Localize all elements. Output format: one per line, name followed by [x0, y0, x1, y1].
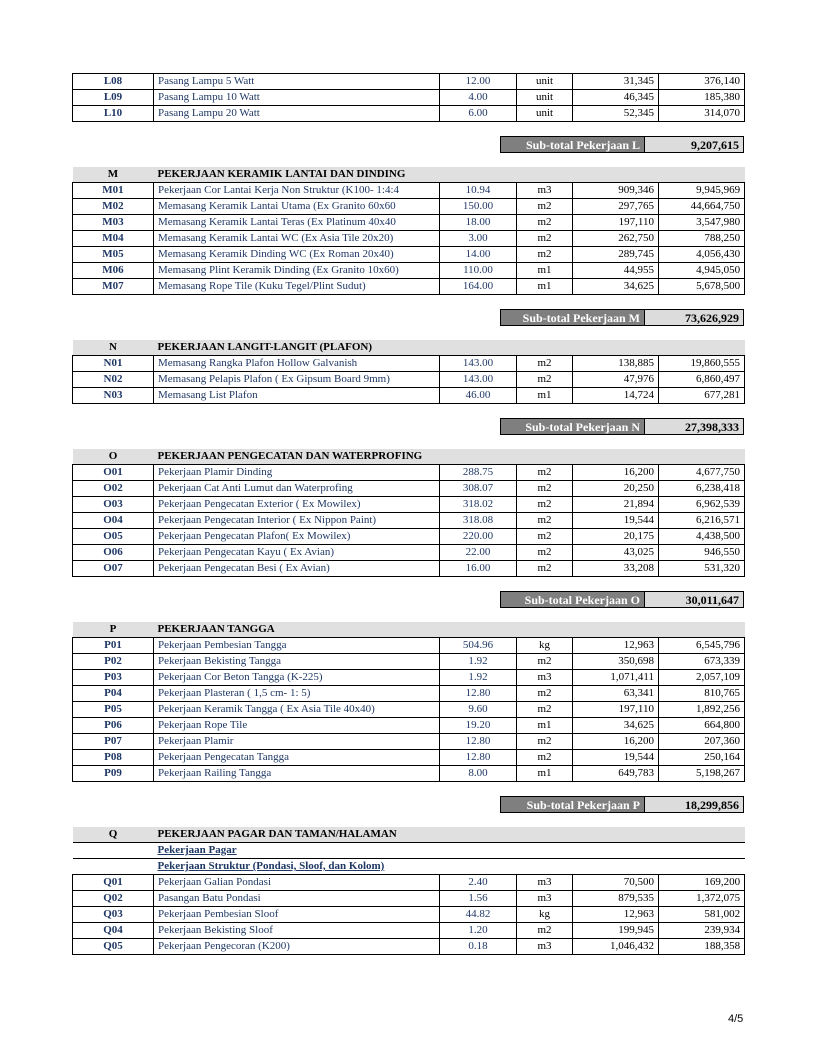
section-header: [73, 827, 745, 843]
table-row: [73, 939, 745, 955]
item-total-price: 5,678,500: [659, 279, 745, 295]
item-code: P08: [73, 750, 154, 766]
item-description: Pekerjaan Cor Beton Tangga (K-225): [154, 670, 440, 686]
item-unit: m1: [517, 388, 573, 404]
item-description: Pekerjaan Plamir: [154, 734, 440, 750]
item-description: Memasang Rope Tile (Kuku Tegel/Plint Sudut): [154, 279, 440, 295]
item-volume: 12.80: [440, 750, 517, 766]
item-description: Memasang List Plafon: [154, 388, 440, 404]
item-description: Pekerjaan Bekisting Tangga: [154, 654, 440, 670]
table-row: [73, 106, 745, 122]
item-volume: 3.00: [440, 231, 517, 247]
item-unit-price: 138,885: [573, 356, 659, 372]
table-row: [73, 497, 745, 513]
item-description: Pekerjaan Railing Tangga: [154, 766, 440, 782]
item-description: Memasang Keramik Lantai WC (Ex Asia Tile 20x20): [154, 231, 440, 247]
item-unit: m3: [517, 183, 573, 199]
item-description: Memasang Pelapis Plafon ( Ex Gipsum Board 9mm): [154, 372, 440, 388]
table-row: [73, 279, 745, 295]
table-row: [73, 907, 745, 923]
item-total-price: 788,250: [659, 231, 745, 247]
subtotal-row: [72, 591, 744, 608]
item-unit: m2: [517, 529, 573, 545]
subtotal-label: Sub-total Pekerjaan P: [500, 796, 644, 813]
item-total-price: 1,372,075: [659, 891, 745, 907]
table-row: [73, 481, 745, 497]
item-total-price: 581,002: [659, 907, 745, 923]
item-unit-price: 350,698: [573, 654, 659, 670]
item-unit: kg: [517, 638, 573, 654]
item-unit: unit: [517, 74, 573, 90]
subtotal-row: [72, 796, 744, 813]
item-volume: 8.00: [440, 766, 517, 782]
item-total-price: 6,545,796: [659, 638, 745, 654]
item-volume: 308.07: [440, 481, 517, 497]
item-unit: m2: [517, 702, 573, 718]
subtotal-value: 30,011,647: [644, 591, 744, 608]
item-volume: 0.18: [440, 939, 517, 955]
item-total-price: 1,892,256: [659, 702, 745, 718]
item-total-price: 5,198,267: [659, 766, 745, 782]
item-unit-price: 297,765: [573, 199, 659, 215]
section-code: P: [73, 622, 154, 638]
item-volume: 143.00: [440, 356, 517, 372]
work-items-table: [72, 449, 745, 577]
item-unit-price: 47,976: [573, 372, 659, 388]
subtotal-label: Sub-total Pekerjaan M: [500, 309, 644, 326]
item-volume: 46.00: [440, 388, 517, 404]
item-unit-price: 199,945: [573, 923, 659, 939]
item-description: Pekerjaan Pengecatan Besi ( Ex Avian): [154, 561, 440, 577]
subsection-code-blank: [73, 859, 154, 875]
item-description: Pekerjaan Cor Lantai Kerja Non Struktur (K100- 1:4:4: [154, 183, 440, 199]
section-header: [73, 340, 745, 356]
item-unit-price: 649,783: [573, 766, 659, 782]
item-code: O04: [73, 513, 154, 529]
subtotal-label: Sub-total Pekerjaan N: [500, 418, 644, 435]
item-description: Pasangan Batu Pondasi: [154, 891, 440, 907]
item-code: L10: [73, 106, 154, 122]
item-unit-price: 70,500: [573, 875, 659, 891]
table-row: [73, 686, 745, 702]
work-items-table: [72, 340, 745, 404]
item-code: M02: [73, 199, 154, 215]
item-unit: m2: [517, 561, 573, 577]
item-volume: 150.00: [440, 199, 517, 215]
item-total-price: 19,860,555: [659, 356, 745, 372]
item-description: Pekerjaan Bekisting Sloof: [154, 923, 440, 939]
item-total-price: 3,547,980: [659, 215, 745, 231]
item-code: P07: [73, 734, 154, 750]
item-unit: m2: [517, 199, 573, 215]
item-unit: m1: [517, 766, 573, 782]
item-unit-price: 197,110: [573, 215, 659, 231]
item-code: Q03: [73, 907, 154, 923]
item-total-price: 188,358: [659, 939, 745, 955]
item-total-price: 6,860,497: [659, 372, 745, 388]
item-description: Pekerjaan Pengecatan Interior ( Ex Nippon Paint): [154, 513, 440, 529]
item-code: N01: [73, 356, 154, 372]
subtotal-row: [72, 136, 744, 153]
item-total-price: 677,281: [659, 388, 745, 404]
section-header: [73, 449, 745, 465]
item-unit: m2: [517, 545, 573, 561]
item-unit: m2: [517, 231, 573, 247]
item-code: N02: [73, 372, 154, 388]
table-row: [73, 750, 745, 766]
item-volume: 164.00: [440, 279, 517, 295]
item-total-price: 531,320: [659, 561, 745, 577]
item-unit: m2: [517, 923, 573, 939]
item-unit-price: 34,625: [573, 279, 659, 295]
item-description: Memasang Plint Keramik Dinding (Ex Granito 10x60): [154, 263, 440, 279]
item-total-price: 250,164: [659, 750, 745, 766]
table-row: [73, 388, 745, 404]
section-code: M: [73, 167, 154, 183]
item-volume: 12.80: [440, 686, 517, 702]
item-volume: 18.00: [440, 215, 517, 231]
table-row: [73, 183, 745, 199]
item-unit-price: 1,071,411: [573, 670, 659, 686]
item-total-price: 673,339: [659, 654, 745, 670]
table-row: [73, 734, 745, 750]
table-row: [73, 638, 745, 654]
item-total-price: 6,238,418: [659, 481, 745, 497]
item-volume: 1.20: [440, 923, 517, 939]
table-row: [73, 263, 745, 279]
item-volume: 143.00: [440, 372, 517, 388]
section-title: PEKERJAAN PAGAR DAN TAMAN/HALAMAN: [154, 827, 745, 843]
item-volume: 318.08: [440, 513, 517, 529]
item-volume: 14.00: [440, 247, 517, 263]
item-total-price: 169,200: [659, 875, 745, 891]
item-unit: m2: [517, 513, 573, 529]
item-unit: m2: [517, 372, 573, 388]
page-number: 4/5: [728, 1013, 744, 1025]
item-unit-price: 63,341: [573, 686, 659, 702]
item-code: P04: [73, 686, 154, 702]
work-items-table: [72, 167, 745, 295]
item-unit: m2: [517, 654, 573, 670]
item-unit: m3: [517, 891, 573, 907]
item-unit-price: 14,724: [573, 388, 659, 404]
item-volume: 318.02: [440, 497, 517, 513]
item-unit-price: 31,345: [573, 74, 659, 90]
item-unit: unit: [517, 90, 573, 106]
item-volume: 12.00: [440, 74, 517, 90]
item-volume: 288.75: [440, 465, 517, 481]
table-row: [73, 766, 745, 782]
item-volume: 1.92: [440, 670, 517, 686]
table-row: [73, 718, 745, 734]
item-code: O01: [73, 465, 154, 481]
item-code: P01: [73, 638, 154, 654]
item-code: O03: [73, 497, 154, 513]
subtotal-row: [72, 309, 744, 326]
item-unit: unit: [517, 106, 573, 122]
item-code: P03: [73, 670, 154, 686]
item-unit-price: 12,963: [573, 638, 659, 654]
item-description: Pasang Lampu 5 Watt: [154, 74, 440, 90]
table-row: [73, 90, 745, 106]
item-unit: m3: [517, 670, 573, 686]
item-description: Pekerjaan Pengecatan Plafon( Ex Mowilex): [154, 529, 440, 545]
work-items-table: [72, 827, 745, 955]
subsection-title: Pekerjaan Pagar: [154, 843, 745, 859]
item-description: Pekerjaan Plamir Dinding: [154, 465, 440, 481]
item-volume: 44.82: [440, 907, 517, 923]
item-code: O07: [73, 561, 154, 577]
subtotal-label: Sub-total Pekerjaan O: [500, 591, 644, 608]
table-row: [73, 875, 745, 891]
item-unit: m1: [517, 718, 573, 734]
item-description: Pekerjaan Pengecoran (K200): [154, 939, 440, 955]
item-description: Pasang Lampu 20 Watt: [154, 106, 440, 122]
item-unit-price: 33,208: [573, 561, 659, 577]
item-description: Memasang Keramik Lantai Teras (Ex Platinum 40x40: [154, 215, 440, 231]
item-total-price: 4,677,750: [659, 465, 745, 481]
section-code: N: [73, 340, 154, 356]
item-unit: m3: [517, 875, 573, 891]
item-code: O02: [73, 481, 154, 497]
item-code: P05: [73, 702, 154, 718]
item-description: Pekerjaan Cat Anti Lumut dan Waterprofing: [154, 481, 440, 497]
item-unit: m2: [517, 247, 573, 263]
item-volume: 220.00: [440, 529, 517, 545]
item-unit-price: 52,345: [573, 106, 659, 122]
item-description: Pekerjaan Plasteran ( 1,5 cm- 1: 5): [154, 686, 440, 702]
item-unit-price: 44,955: [573, 263, 659, 279]
item-unit-price: 197,110: [573, 702, 659, 718]
item-unit-price: 21,894: [573, 497, 659, 513]
item-description: Pekerjaan Pembesian Sloof: [154, 907, 440, 923]
table-row: [73, 465, 745, 481]
item-total-price: 207,360: [659, 734, 745, 750]
item-total-price: 185,380: [659, 90, 745, 106]
table-row: [73, 356, 745, 372]
item-total-price: 239,934: [659, 923, 745, 939]
subtotal-label: Sub-total Pekerjaan L: [500, 136, 644, 153]
item-code: M05: [73, 247, 154, 263]
item-unit: m2: [517, 356, 573, 372]
section-title: PEKERJAAN KERAMIK LANTAI DAN DINDING: [154, 167, 745, 183]
item-volume: 10.94: [440, 183, 517, 199]
subtotal-value: 18,299,856: [644, 796, 744, 813]
item-total-price: 6,216,571: [659, 513, 745, 529]
item-description: Pekerjaan Pembesian Tangga: [154, 638, 440, 654]
subtotal-value: 9,207,615: [644, 136, 744, 153]
item-unit-price: 289,745: [573, 247, 659, 263]
item-code: M01: [73, 183, 154, 199]
item-code: Q05: [73, 939, 154, 955]
item-code: O06: [73, 545, 154, 561]
item-description: Pekerjaan Rope Tile: [154, 718, 440, 734]
item-unit: m1: [517, 263, 573, 279]
item-total-price: 376,140: [659, 74, 745, 90]
item-code: Q01: [73, 875, 154, 891]
item-unit-price: 20,250: [573, 481, 659, 497]
item-unit-price: 1,046,432: [573, 939, 659, 955]
item-unit-price: 34,625: [573, 718, 659, 734]
subsection-header: [73, 859, 745, 875]
item-code: P02: [73, 654, 154, 670]
item-code: Q02: [73, 891, 154, 907]
item-total-price: 946,550: [659, 545, 745, 561]
section-code: Q: [73, 827, 154, 843]
table-row: [73, 247, 745, 263]
item-unit: m2: [517, 465, 573, 481]
item-volume: 4.00: [440, 90, 517, 106]
item-volume: 16.00: [440, 561, 517, 577]
item-code: P06: [73, 718, 154, 734]
item-code: M07: [73, 279, 154, 295]
item-total-price: 314,070: [659, 106, 745, 122]
subsection-title: Pekerjaan Struktur (Pondasi, Sloof, dan Kolom): [154, 859, 745, 875]
item-volume: 1.92: [440, 654, 517, 670]
subsection-header: [73, 843, 745, 859]
table-row: [73, 561, 745, 577]
item-unit: kg: [517, 907, 573, 923]
item-unit-price: 262,750: [573, 231, 659, 247]
subsection-code-blank: [73, 843, 154, 859]
item-unit-price: 12,963: [573, 907, 659, 923]
item-unit: m2: [517, 215, 573, 231]
item-volume: 19.20: [440, 718, 517, 734]
item-total-price: 810,765: [659, 686, 745, 702]
item-unit-price: 879,535: [573, 891, 659, 907]
work-items-table: [72, 73, 745, 122]
table-row: [73, 891, 745, 907]
item-description: Pekerjaan Pengecatan Exterior ( Ex Mowilex): [154, 497, 440, 513]
item-description: Pekerjaan Pengecatan Kayu ( Ex Avian): [154, 545, 440, 561]
subtotal-value: 27,398,333: [644, 418, 744, 435]
item-unit-price: 909,346: [573, 183, 659, 199]
item-description: Pekerjaan Pengecatan Tangga: [154, 750, 440, 766]
section-title: PEKERJAAN PENGECATAN DAN WATERPROFING: [154, 449, 745, 465]
item-unit-price: 43,025: [573, 545, 659, 561]
table-row: [73, 545, 745, 561]
item-unit: m1: [517, 279, 573, 295]
subtotal-value: 73,626,929: [644, 309, 744, 326]
item-code: Q04: [73, 923, 154, 939]
item-volume: 12.80: [440, 734, 517, 750]
item-description: Memasang Keramik Dinding WC (Ex Roman 20x40): [154, 247, 440, 263]
item-code: L09: [73, 90, 154, 106]
item-code: M06: [73, 263, 154, 279]
section-title: PEKERJAAN LANGIT-LANGIT (PLAFON): [154, 340, 745, 356]
item-code: M04: [73, 231, 154, 247]
item-total-price: 9,945,969: [659, 183, 745, 199]
table-row: [73, 670, 745, 686]
item-code: N03: [73, 388, 154, 404]
item-unit: m2: [517, 481, 573, 497]
table-row: [73, 74, 745, 90]
item-code: P09: [73, 766, 154, 782]
work-items-table: [72, 622, 745, 782]
table-row: [73, 199, 745, 215]
item-total-price: 2,057,109: [659, 670, 745, 686]
item-volume: 2.40: [440, 875, 517, 891]
table-row: [73, 231, 745, 247]
item-description: Pasang Lampu 10 Watt: [154, 90, 440, 106]
item-unit-price: 19,544: [573, 750, 659, 766]
item-unit: m2: [517, 750, 573, 766]
item-description: Memasang Rangka Plafon Hollow Galvanish: [154, 356, 440, 372]
item-total-price: 4,438,500: [659, 529, 745, 545]
item-volume: 6.00: [440, 106, 517, 122]
rab-sheet: [72, 73, 744, 955]
item-unit-price: 20,175: [573, 529, 659, 545]
item-description: Pekerjaan Galian Pondasi: [154, 875, 440, 891]
item-volume: 1.56: [440, 891, 517, 907]
item-volume: 9.60: [440, 702, 517, 718]
item-unit: m2: [517, 497, 573, 513]
item-description: Memasang Keramik Lantai Utama (Ex Granito 60x60: [154, 199, 440, 215]
section-title: PEKERJAAN TANGGA: [154, 622, 745, 638]
item-volume: 22.00: [440, 545, 517, 561]
item-code: M03: [73, 215, 154, 231]
item-total-price: 44,664,750: [659, 199, 745, 215]
item-total-price: 4,056,430: [659, 247, 745, 263]
item-unit-price: 16,200: [573, 734, 659, 750]
item-unit: m2: [517, 686, 573, 702]
section-header: [73, 622, 745, 638]
item-unit: m2: [517, 734, 573, 750]
table-row: [73, 702, 745, 718]
item-unit-price: 19,544: [573, 513, 659, 529]
table-row: [73, 215, 745, 231]
item-volume: 110.00: [440, 263, 517, 279]
item-unit-price: 46,345: [573, 90, 659, 106]
item-total-price: 6,962,539: [659, 497, 745, 513]
subtotal-row: [72, 418, 744, 435]
item-description: Pekerjaan Keramik Tangga ( Ex Asia Tile 40x40): [154, 702, 440, 718]
table-row: [73, 529, 745, 545]
item-volume: 504.96: [440, 638, 517, 654]
section-code: O: [73, 449, 154, 465]
section-header: [73, 167, 745, 183]
item-code: L08: [73, 74, 154, 90]
table-row: [73, 372, 745, 388]
item-total-price: 4,945,050: [659, 263, 745, 279]
table-row: [73, 513, 745, 529]
item-code: O05: [73, 529, 154, 545]
table-row: [73, 654, 745, 670]
item-total-price: 664,800: [659, 718, 745, 734]
table-row: [73, 923, 745, 939]
item-unit: m3: [517, 939, 573, 955]
item-unit-price: 16,200: [573, 465, 659, 481]
